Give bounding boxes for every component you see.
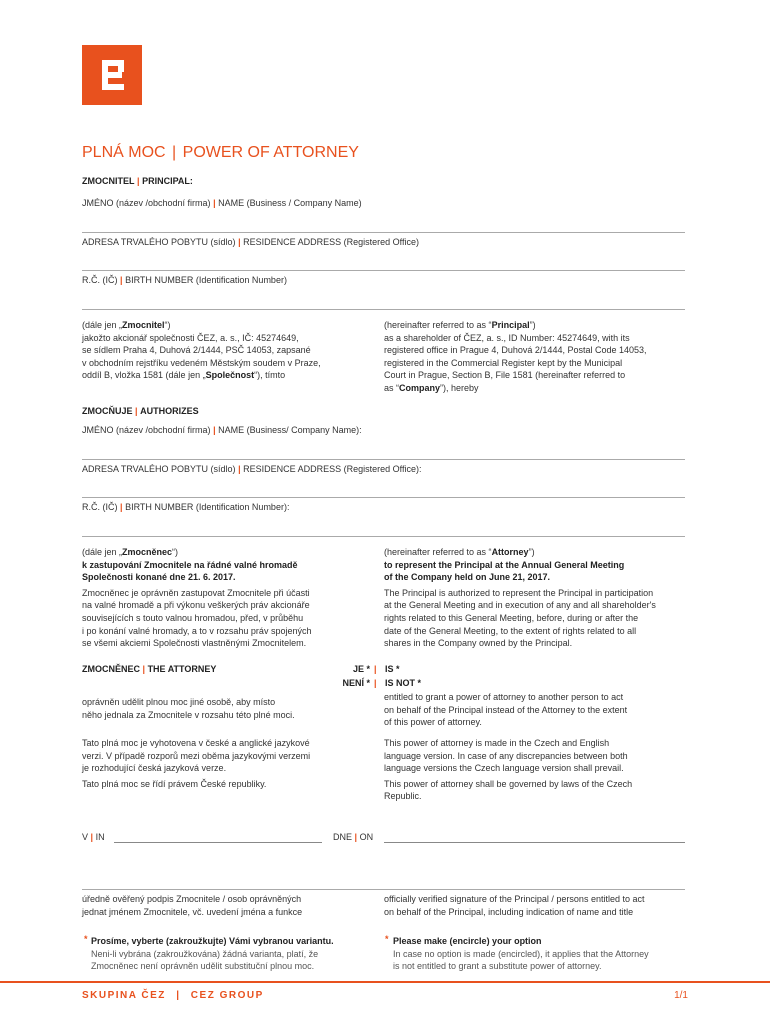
principal-number-label — [82, 274, 287, 287]
separator: | — [374, 678, 377, 688]
option-is-not[interactable]: IS NOT * — [385, 678, 422, 688]
principal-address-en: RESIDENCE ADDRESS (Registered Office) — [243, 237, 419, 247]
attorney-address-label — [82, 463, 422, 476]
cez-logo-icon — [82, 45, 142, 105]
attorney-heading — [82, 405, 199, 418]
principal-name-cz: JMÉNO (název /obchodní firma) — [82, 198, 211, 208]
attorney-purpose-en: to represent the Principal at the Annual General Meeting of the Company held on June 21, 2017. — [384, 559, 625, 583]
separator: | — [135, 406, 138, 416]
attorney-address-field[interactable] — [82, 497, 685, 498]
attorney-number-cz: R.Č. (IČ) — [82, 502, 118, 512]
date-label — [333, 831, 373, 844]
separator: | — [213, 198, 216, 208]
separator: | — [120, 275, 123, 285]
principal-body-cz: jakožto akcionář společnosti ČEZ, a. s., IČ: 45274649, se sídlem Praha 4, Duhová 2/1444, PSČ 14053, zapsané v obchodním rejstříku vedeném Městským soudem v Praze, oddíl B, vložka 1581 (dále jen „Společnost“), tímto — [82, 332, 321, 381]
page-title — [82, 143, 359, 163]
principal-hereinafter-en: (hereinafter referred to as “Principal”) — [384, 320, 536, 330]
date-field[interactable] — [384, 842, 685, 843]
attorney-text-cz — [82, 546, 377, 650]
footer-brand-cz: SKUPINA ČEZ — [82, 990, 166, 1001]
attorney-hereinafter-en: (hereinafter referred to as “Attorney”) — [384, 547, 535, 557]
language-text-cz — [82, 737, 377, 790]
footnote-cz-heading: Prosíme, vyberte (zakroužkujte) Vámi vybranou variantu. — [91, 936, 334, 946]
place-label-en: IN — [95, 832, 105, 842]
signature-field[interactable] — [82, 889, 685, 890]
attorney-name-label — [82, 424, 362, 437]
place-field[interactable] — [114, 842, 322, 843]
signature-text-en: officially verified signature of the Principal / persons entitled to act on behalf of the Principal, including indication of name and title — [384, 894, 645, 917]
principal-text-en — [384, 319, 689, 395]
footnote-star-cz: * — [84, 934, 88, 944]
principal-heading-en: PRINCIPAL: — [142, 176, 193, 186]
footnote-en — [393, 935, 693, 973]
attorney-name-en: NAME (Business/ Company Name): — [218, 425, 362, 435]
principal-name-label — [82, 197, 362, 210]
footnote-star-en: * — [385, 934, 389, 944]
principal-hereinafter-cz: (dále jen „Zmocnitel“) — [82, 320, 171, 330]
attorney-name-cz: JMÉNO (název /obchodní firma) — [82, 425, 211, 435]
governing-law-cz: Tato plná moc se řídí právem České republiky. — [82, 778, 267, 789]
attorney-body-en: The Principal is authorized to represent the Principal in participation at the General Meeting and in execution of any and all shareholder's rights related to this General Meeting, before, during or after the date of the General Meeting, to the extent of rights related to all shares in the Company owned by the Principal. — [384, 587, 656, 649]
principal-text-cz — [82, 319, 377, 382]
title-en: POWER OF ATTORNEY — [182, 144, 359, 161]
place-label — [82, 831, 105, 844]
footnote-en-body: In case no option is made (encircled), it applies that the Attorney is not entitled to grant a substitute power of attorney. — [393, 948, 649, 972]
principal-number-cz: R.Č. (IČ) — [82, 275, 118, 285]
footnote-cz-body: Neni-li vybrána (zakroužkována) žádná varianta, platí, že Zmocněnec není oprávněn udělit substituční plnou moc. — [91, 948, 319, 972]
principal-address-field[interactable] — [82, 270, 685, 271]
language-text-en — [384, 737, 689, 803]
principal-name-en: NAME (Business / Company Name) — [218, 198, 362, 208]
principal-heading-cz: ZMOCNITEL — [82, 176, 135, 186]
page-number: 1/1 — [674, 990, 688, 1001]
footer-separator: | — [176, 990, 181, 1001]
attorney-name-field[interactable] — [82, 459, 685, 460]
attorney-body-cz: Zmocněnec je oprávněn zastupovat Zmocnitele při účasti na valné hromadě a při výkonu veškerých práv akcionáře souvisejících s touto valnou hromadou, před, v průběhu i po konání valné hromady, a to v rozsahu práv spojených se všemi akciemi Společnosti vlastněnými Zmocnitelem. — [82, 587, 312, 649]
principal-heading — [82, 175, 193, 188]
date-label-cz: DNE — [333, 832, 353, 842]
separator: | — [120, 502, 123, 512]
substitution-heading — [82, 663, 216, 676]
principal-number-field[interactable] — [82, 309, 685, 310]
attorney-number-label — [82, 501, 289, 514]
principal-number-en: BIRTH NUMBER (Identification Number) — [125, 275, 287, 285]
separator: | — [238, 464, 241, 474]
substitution-text-en: entitled to grant a power of attorney to another person to act on behalf of the Principal instead of the Attorney to the extent of this power of attorney. — [384, 692, 628, 728]
separator: | — [354, 832, 358, 842]
attorney-address-en: RESIDENCE ADDRESS (Registered Office): — [243, 464, 422, 474]
governing-law-en: This power of attorney shall be governed by laws of the Czech Republic. — [384, 778, 633, 802]
date-label-en: ON — [359, 832, 374, 842]
place-label-cz: V — [82, 832, 89, 842]
separator: | — [142, 664, 146, 674]
principal-body-en: as a shareholder of ČEZ, a. s., ID Number: 45274649, with its registered office in Prague 4, Duhová 2/1444, Postal Code 14053, registered in the Commercial Register kept by the Municipal Court in Prague, Section B, File 1581 (hereinafter referred to as “Company”), hereby — [384, 332, 647, 393]
footer-brand — [82, 990, 264, 1001]
substitution-text-cz: oprávněn udělit plnou moc jiné osobě, aby místo něho jednala za Zmocnitele v rozsahu této plné moci. — [82, 697, 295, 720]
separator: | — [90, 832, 94, 842]
separator: | — [238, 237, 241, 247]
footnote-en-heading: Please make (encircle) your option — [393, 936, 542, 946]
separator: | — [213, 425, 216, 435]
attorney-purpose-cz: k zastupování Zmocnitele na řádné valné hromadě Společnosti konané dne 21. 6. 2017. — [82, 559, 298, 583]
title-cz: PLNÁ MOC — [82, 144, 166, 161]
attorney-number-en: BIRTH NUMBER (Identification Number): — [125, 502, 290, 512]
language-clause-cz: Tato plná moc je vyhotovena v české a anglické jazykové verzi. V případě rozporů mezi oběma jazykovými verzemi je rozhodující česká jazyková verze. — [82, 738, 311, 774]
attorney-number-field[interactable] — [82, 536, 685, 537]
principal-address-label — [82, 236, 419, 249]
language-clause-en: This power of attorney is made in the Czech and English language version. In case of any discrepancies between both language versions the Czech language version shall prevail. — [384, 738, 628, 774]
separator: | — [374, 664, 377, 674]
footer-brand-en: CEZ GROUP — [190, 990, 264, 1001]
footer-rule — [0, 981, 770, 983]
signature-text-cz: úředně ověřený podpis Zmocnitele / osob oprávněných jednat jménem Zmocnitele, vč. uvedení jména a funkce — [82, 894, 303, 917]
principal-name-field[interactable] — [82, 232, 685, 233]
attorney-heading-en: AUTHORIZES — [140, 406, 199, 416]
option-is[interactable]: IS * — [385, 664, 400, 674]
attorney-address-cz: ADRESA TRVALÉHO POBYTU (sídlo) — [82, 464, 236, 474]
substitution-heading-en: THE ATTORNEY — [147, 664, 217, 674]
option-je[interactable]: JE * — [352, 664, 370, 674]
option-neni[interactable]: NENÍ * — [342, 678, 370, 688]
cez-logo — [82, 45, 142, 105]
title-separator: | — [172, 144, 177, 161]
substitution-heading-cz: ZMOCNĚNEC — [82, 664, 140, 674]
attorney-hereinafter-cz: (dále jen „Zmocněnec“) — [82, 547, 179, 557]
attorney-text-en — [384, 546, 689, 650]
principal-address-cz: ADRESA TRVALÉHO POBYTU (sídlo) — [82, 237, 236, 247]
separator: | — [137, 176, 140, 186]
footnote-cz — [91, 935, 381, 973]
attorney-heading-cz: ZMOCŇUJE — [82, 406, 133, 416]
